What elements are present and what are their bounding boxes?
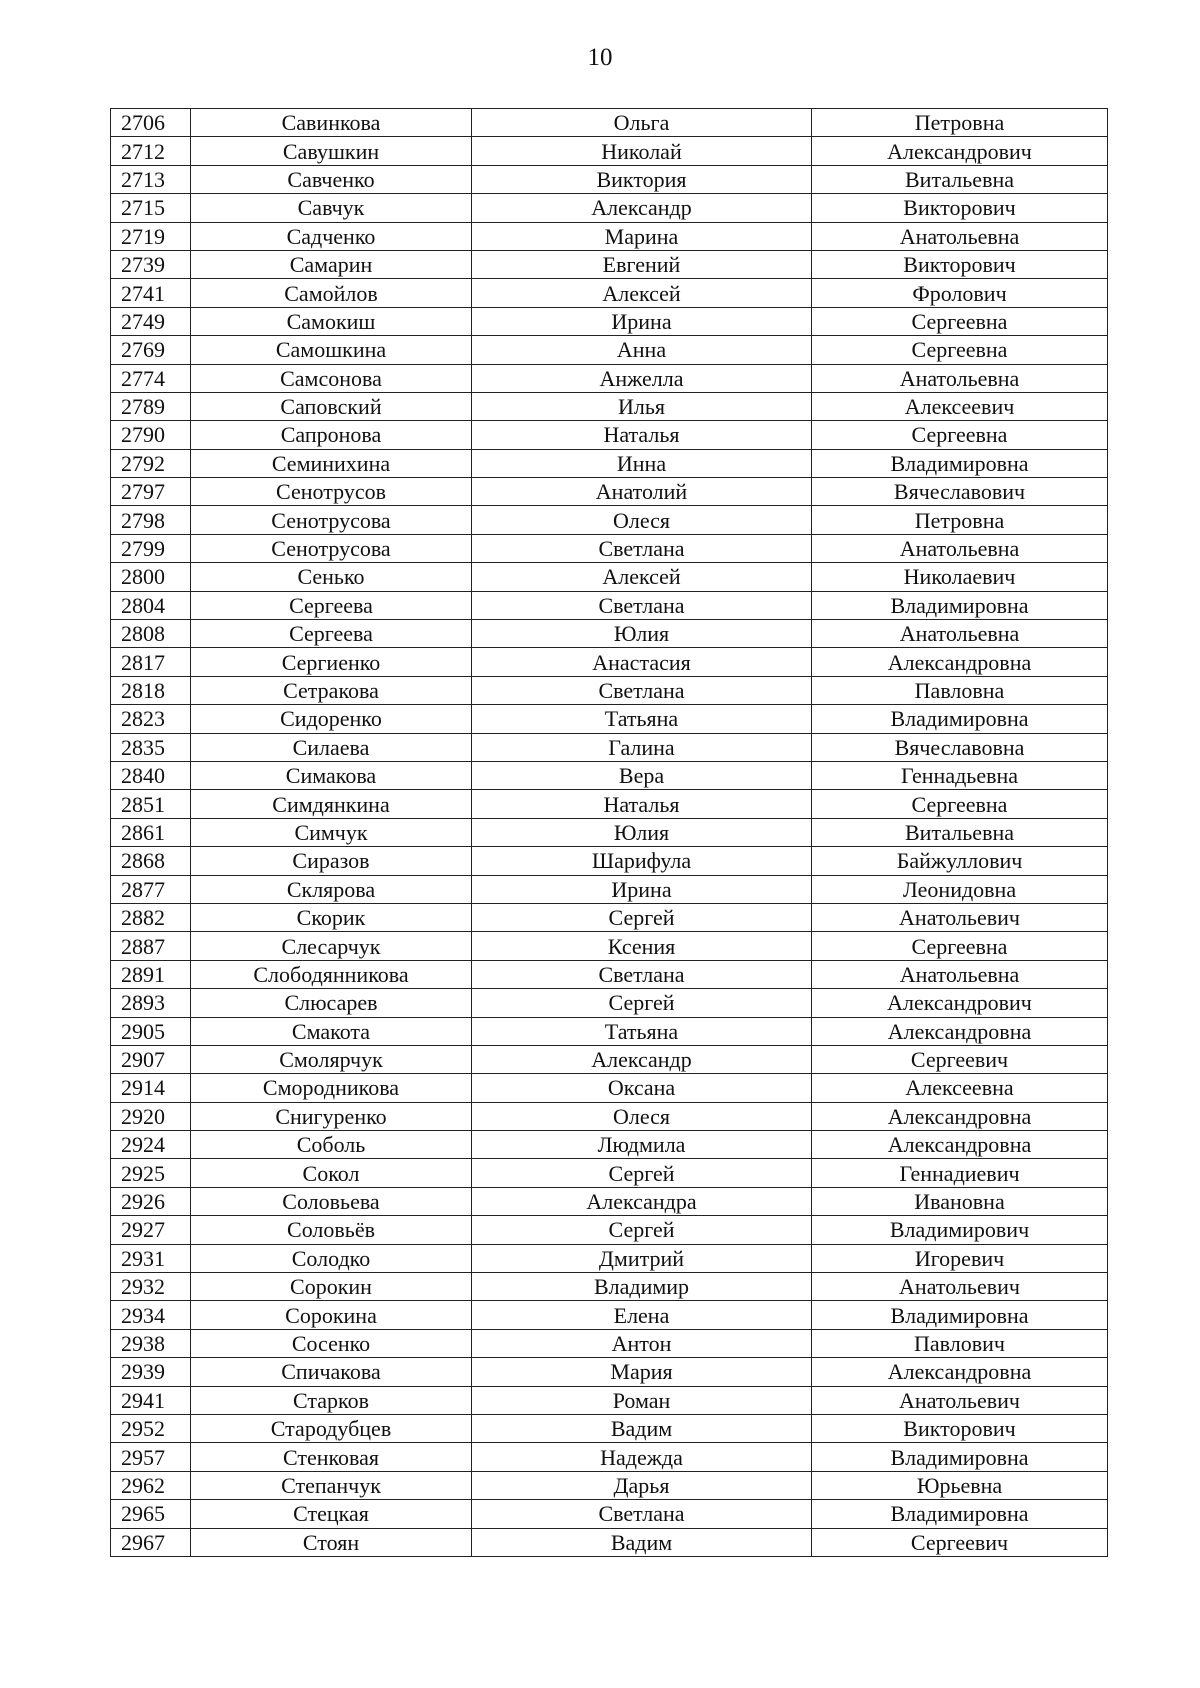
first-name-cell: Олеся	[472, 506, 812, 534]
table-row	[111, 392, 1108, 420]
last-name-cell: Сосенко	[191, 1329, 472, 1357]
last-name-cell: Степанчук	[191, 1471, 472, 1499]
patronymic-cell: Александрович	[812, 137, 1108, 165]
patronymic-cell: Сергеевна	[812, 790, 1108, 818]
first-name-cell: Татьяна	[472, 705, 812, 733]
last-name-cell: Семинихина	[191, 449, 472, 477]
table-row	[111, 1131, 1108, 1159]
table-row	[111, 1528, 1108, 1556]
table-row	[111, 1216, 1108, 1244]
row-number-cell: 2774	[111, 364, 191, 392]
patronymic-cell: Викторович	[812, 194, 1108, 222]
table-row	[111, 648, 1108, 676]
row-number-cell: 2851	[111, 790, 191, 818]
row-number-cell: 2965	[111, 1500, 191, 1528]
last-name-cell: Скорик	[191, 903, 472, 931]
last-name-cell: Слесарчук	[191, 932, 472, 960]
last-name-cell: Склярова	[191, 875, 472, 903]
patronymic-cell: Сергеевич	[812, 1528, 1108, 1556]
row-number-cell: 2868	[111, 847, 191, 875]
table-row	[111, 137, 1108, 165]
patronymic-cell: Алексеевич	[812, 392, 1108, 420]
patronymic-cell: Александровна	[812, 1102, 1108, 1130]
row-number-cell: 2706	[111, 109, 191, 137]
patronymic-cell: Сергеевич	[812, 1045, 1108, 1073]
table-row	[111, 932, 1108, 960]
last-name-cell: Солодко	[191, 1244, 472, 1272]
table-row	[111, 761, 1108, 789]
patronymic-cell: Владимирович	[812, 1216, 1108, 1244]
last-name-cell: Сенотрусова	[191, 534, 472, 562]
first-name-cell: Роман	[472, 1386, 812, 1414]
table-row	[111, 1017, 1108, 1045]
table-row	[111, 903, 1108, 931]
first-name-cell: Наталья	[472, 421, 812, 449]
first-name-cell: Анастасия	[472, 648, 812, 676]
first-name-cell: Надежда	[472, 1443, 812, 1471]
row-number-cell: 2887	[111, 932, 191, 960]
row-number-cell: 2967	[111, 1528, 191, 1556]
row-number-cell: 2924	[111, 1131, 191, 1159]
patronymic-cell: Ивановна	[812, 1187, 1108, 1215]
table-row	[111, 478, 1108, 506]
patronymic-cell: Леонидовна	[812, 875, 1108, 903]
first-name-cell: Сергей	[472, 1216, 812, 1244]
patronymic-cell: Анатольевна	[812, 222, 1108, 250]
table-row	[111, 222, 1108, 250]
row-number-cell: 2882	[111, 903, 191, 931]
last-name-cell: Слободянникова	[191, 960, 472, 988]
first-name-cell: Инна	[472, 449, 812, 477]
row-number-cell: 2957	[111, 1443, 191, 1471]
patronymic-cell: Владимировна	[812, 449, 1108, 477]
patronymic-cell: Юрьевна	[812, 1471, 1108, 1499]
row-number-cell: 2817	[111, 648, 191, 676]
table-row	[111, 109, 1108, 137]
first-name-cell: Александр	[472, 1045, 812, 1073]
table-row	[111, 1187, 1108, 1215]
row-number-cell: 2741	[111, 279, 191, 307]
last-name-cell: Смородникова	[191, 1074, 472, 1102]
last-name-cell: Смолярчук	[191, 1045, 472, 1073]
first-name-cell: Наталья	[472, 790, 812, 818]
first-name-cell: Светлана	[472, 591, 812, 619]
first-name-cell: Светлана	[472, 1500, 812, 1528]
first-name-cell: Елена	[472, 1301, 812, 1329]
last-name-cell: Сенотрусова	[191, 506, 472, 534]
patronymic-cell: Викторович	[812, 250, 1108, 278]
table-row	[111, 1329, 1108, 1357]
row-number-cell: 2941	[111, 1386, 191, 1414]
patronymic-cell: Анатольевич	[812, 903, 1108, 931]
row-number-cell: 2934	[111, 1301, 191, 1329]
row-number-cell: 2952	[111, 1414, 191, 1442]
last-name-cell: Самойлов	[191, 279, 472, 307]
row-number-cell: 2938	[111, 1329, 191, 1357]
patronymic-cell: Игоревич	[812, 1244, 1108, 1272]
row-number-cell: 2927	[111, 1216, 191, 1244]
patronymic-cell: Павлович	[812, 1329, 1108, 1357]
last-name-cell: Савинкова	[191, 109, 472, 137]
patronymic-cell: Сергеевна	[812, 932, 1108, 960]
table-row	[111, 563, 1108, 591]
row-number-cell: 2719	[111, 222, 191, 250]
table-row	[111, 250, 1108, 278]
first-name-cell: Марина	[472, 222, 812, 250]
row-number-cell: 2769	[111, 336, 191, 364]
patronymic-cell: Павловна	[812, 676, 1108, 704]
first-name-cell: Антон	[472, 1329, 812, 1357]
row-number-cell: 2712	[111, 137, 191, 165]
row-number-cell: 2939	[111, 1358, 191, 1386]
patronymic-cell: Байжуллович	[812, 847, 1108, 875]
row-number-cell: 2715	[111, 194, 191, 222]
table-row	[111, 733, 1108, 761]
patronymic-cell: Витальевна	[812, 165, 1108, 193]
first-name-cell: Владимир	[472, 1273, 812, 1301]
patronymic-cell: Алексеевна	[812, 1074, 1108, 1102]
patronymic-cell: Александровна	[812, 1017, 1108, 1045]
first-name-cell: Ксения	[472, 932, 812, 960]
first-name-cell: Олеся	[472, 1102, 812, 1130]
patronymic-cell: Сергеевна	[812, 336, 1108, 364]
first-name-cell: Анжелла	[472, 364, 812, 392]
row-number-cell: 2804	[111, 591, 191, 619]
table-row	[111, 1358, 1108, 1386]
row-number-cell: 2749	[111, 307, 191, 335]
row-number-cell: 2840	[111, 761, 191, 789]
patronymic-cell: Петровна	[812, 506, 1108, 534]
page-number: 10	[587, 44, 613, 71]
patronymic-cell: Александровна	[812, 648, 1108, 676]
last-name-cell: Сенотрусов	[191, 478, 472, 506]
last-name-cell: Самошкина	[191, 336, 472, 364]
last-name-cell: Сорокин	[191, 1273, 472, 1301]
table-row	[111, 1244, 1108, 1272]
table-row	[111, 534, 1108, 562]
first-name-cell: Светлана	[472, 960, 812, 988]
first-name-cell: Дарья	[472, 1471, 812, 1499]
row-number-cell: 2823	[111, 705, 191, 733]
last-name-cell: Сорокина	[191, 1301, 472, 1329]
first-name-cell: Анатолий	[472, 478, 812, 506]
first-name-cell: Евгений	[472, 250, 812, 278]
first-name-cell: Александр	[472, 194, 812, 222]
row-number-cell: 2905	[111, 1017, 191, 1045]
last-name-cell: Сергиенко	[191, 648, 472, 676]
table-row	[111, 1301, 1108, 1329]
last-name-cell: Савченко	[191, 165, 472, 193]
row-number-cell: 2799	[111, 534, 191, 562]
last-name-cell: Силаева	[191, 733, 472, 761]
patronymic-cell: Викторович	[812, 1414, 1108, 1442]
table-row	[111, 506, 1108, 534]
first-name-cell: Дмитрий	[472, 1244, 812, 1272]
row-number-cell: 2920	[111, 1102, 191, 1130]
table-row	[111, 989, 1108, 1017]
first-name-cell: Мария	[472, 1358, 812, 1386]
row-number-cell: 2713	[111, 165, 191, 193]
patronymic-cell: Сергеевна	[812, 307, 1108, 335]
table-row	[111, 1500, 1108, 1528]
last-name-cell: Самсонова	[191, 364, 472, 392]
row-number-cell: 2914	[111, 1074, 191, 1102]
row-number-cell: 2790	[111, 421, 191, 449]
row-number-cell: 2739	[111, 250, 191, 278]
last-name-cell: Савчук	[191, 194, 472, 222]
table-row	[111, 960, 1108, 988]
patronymic-cell: Витальевна	[812, 818, 1108, 846]
last-name-cell: Сапронова	[191, 421, 472, 449]
last-name-cell: Садченко	[191, 222, 472, 250]
patronymic-cell: Александровна	[812, 1131, 1108, 1159]
first-name-cell: Шарифула	[472, 847, 812, 875]
first-name-cell: Ирина	[472, 875, 812, 903]
table-row	[111, 421, 1108, 449]
table-row	[111, 591, 1108, 619]
last-name-cell: Стародубцев	[191, 1414, 472, 1442]
row-number-cell: 2932	[111, 1273, 191, 1301]
last-name-cell: Самарин	[191, 250, 472, 278]
row-number-cell: 2907	[111, 1045, 191, 1073]
table-row	[111, 1045, 1108, 1073]
first-name-cell: Юлия	[472, 818, 812, 846]
row-number-cell: 2861	[111, 818, 191, 846]
table-row	[111, 336, 1108, 364]
last-name-cell: Симдянкина	[191, 790, 472, 818]
first-name-cell: Ирина	[472, 307, 812, 335]
last-name-cell: Старков	[191, 1386, 472, 1414]
last-name-cell: Стоян	[191, 1528, 472, 1556]
patronymic-cell: Анатольевич	[812, 1386, 1108, 1414]
row-number-cell: 2877	[111, 875, 191, 903]
row-number-cell: 2931	[111, 1244, 191, 1272]
table-row	[111, 449, 1108, 477]
first-name-cell: Вадим	[472, 1414, 812, 1442]
table-row	[111, 364, 1108, 392]
row-number-cell: 2792	[111, 449, 191, 477]
table-row	[111, 790, 1108, 818]
first-name-cell: Николай	[472, 137, 812, 165]
first-name-cell: Алексей	[472, 563, 812, 591]
patronymic-cell: Сергеевна	[812, 421, 1108, 449]
last-name-cell: Савушкин	[191, 137, 472, 165]
first-name-cell: Юлия	[472, 620, 812, 648]
last-name-cell: Сергеева	[191, 620, 472, 648]
table-row	[111, 875, 1108, 903]
last-name-cell: Слюсарев	[191, 989, 472, 1017]
row-number-cell: 2818	[111, 676, 191, 704]
last-name-cell: Снигуренко	[191, 1102, 472, 1130]
patronymic-cell: Фролович	[812, 279, 1108, 307]
roster-table-body	[111, 109, 1108, 1557]
last-name-cell: Симчук	[191, 818, 472, 846]
table-row	[111, 1273, 1108, 1301]
last-name-cell: Сиразов	[191, 847, 472, 875]
row-number-cell: 2926	[111, 1187, 191, 1215]
patronymic-cell: Александровна	[812, 1358, 1108, 1386]
patronymic-cell: Анатольевна	[812, 960, 1108, 988]
last-name-cell: Самокиш	[191, 307, 472, 335]
table-row	[111, 620, 1108, 648]
first-name-cell: Сергей	[472, 989, 812, 1017]
first-name-cell: Татьяна	[472, 1017, 812, 1045]
first-name-cell: Виктория	[472, 165, 812, 193]
last-name-cell: Сетракова	[191, 676, 472, 704]
patronymic-cell: Анатольевич	[812, 1273, 1108, 1301]
patronymic-cell: Вячеславович	[812, 478, 1108, 506]
patronymic-cell: Владимировна	[812, 705, 1108, 733]
first-name-cell: Вера	[472, 761, 812, 789]
row-number-cell: 2808	[111, 620, 191, 648]
table-row	[111, 194, 1108, 222]
table-row	[111, 1443, 1108, 1471]
patronymic-cell: Анатольевна	[812, 620, 1108, 648]
first-name-cell: Людмила	[472, 1131, 812, 1159]
patronymic-cell: Николаевич	[812, 563, 1108, 591]
roster-table	[110, 108, 1108, 1557]
last-name-cell: Симакова	[191, 761, 472, 789]
first-name-cell: Алексей	[472, 279, 812, 307]
last-name-cell: Сидоренко	[191, 705, 472, 733]
row-number-cell: 2962	[111, 1471, 191, 1499]
first-name-cell: Анна	[472, 336, 812, 364]
table-row	[111, 1074, 1108, 1102]
table-row	[111, 1159, 1108, 1187]
row-number-cell: 2798	[111, 506, 191, 534]
last-name-cell: Смакота	[191, 1017, 472, 1045]
first-name-cell: Галина	[472, 733, 812, 761]
last-name-cell: Соловьёв	[191, 1216, 472, 1244]
last-name-cell: Стецкая	[191, 1500, 472, 1528]
patronymic-cell: Геннадьевна	[812, 761, 1108, 789]
patronymic-cell: Петровна	[812, 109, 1108, 137]
table-row	[111, 165, 1108, 193]
table-row	[111, 705, 1108, 733]
table-row	[111, 1414, 1108, 1442]
patronymic-cell: Вячеславовна	[812, 733, 1108, 761]
row-number-cell: 2797	[111, 478, 191, 506]
first-name-cell: Оксана	[472, 1074, 812, 1102]
patronymic-cell: Анатольевна	[812, 364, 1108, 392]
patronymic-cell: Александрович	[812, 989, 1108, 1017]
patronymic-cell: Владимировна	[812, 1301, 1108, 1329]
first-name-cell: Вадим	[472, 1528, 812, 1556]
patronymic-cell: Владимировна	[812, 1500, 1108, 1528]
table-row	[111, 1471, 1108, 1499]
row-number-cell: 2835	[111, 733, 191, 761]
row-number-cell: 2925	[111, 1159, 191, 1187]
row-number-cell: 2893	[111, 989, 191, 1017]
table-row	[111, 1386, 1108, 1414]
table-row	[111, 818, 1108, 846]
last-name-cell: Саповский	[191, 392, 472, 420]
patronymic-cell: Геннадиевич	[812, 1159, 1108, 1187]
patronymic-cell: Владимировна	[812, 591, 1108, 619]
last-name-cell: Сергеева	[191, 591, 472, 619]
first-name-cell: Сергей	[472, 903, 812, 931]
last-name-cell: Соболь	[191, 1131, 472, 1159]
first-name-cell: Ольга	[472, 109, 812, 137]
table-row	[111, 307, 1108, 335]
first-name-cell: Светлана	[472, 534, 812, 562]
last-name-cell: Сокол	[191, 1159, 472, 1187]
first-name-cell: Александра	[472, 1187, 812, 1215]
last-name-cell: Спичакова	[191, 1358, 472, 1386]
last-name-cell: Сенько	[191, 563, 472, 591]
last-name-cell: Соловьева	[191, 1187, 472, 1215]
first-name-cell: Сергей	[472, 1159, 812, 1187]
table-row	[111, 279, 1108, 307]
row-number-cell: 2800	[111, 563, 191, 591]
first-name-cell: Илья	[472, 392, 812, 420]
patronymic-cell: Владимировна	[812, 1443, 1108, 1471]
table-row	[111, 1102, 1108, 1130]
row-number-cell: 2789	[111, 392, 191, 420]
table-row	[111, 676, 1108, 704]
first-name-cell: Светлана	[472, 676, 812, 704]
last-name-cell: Стенковая	[191, 1443, 472, 1471]
table-row	[111, 847, 1108, 875]
patronymic-cell: Анатольевна	[812, 534, 1108, 562]
row-number-cell: 2891	[111, 960, 191, 988]
